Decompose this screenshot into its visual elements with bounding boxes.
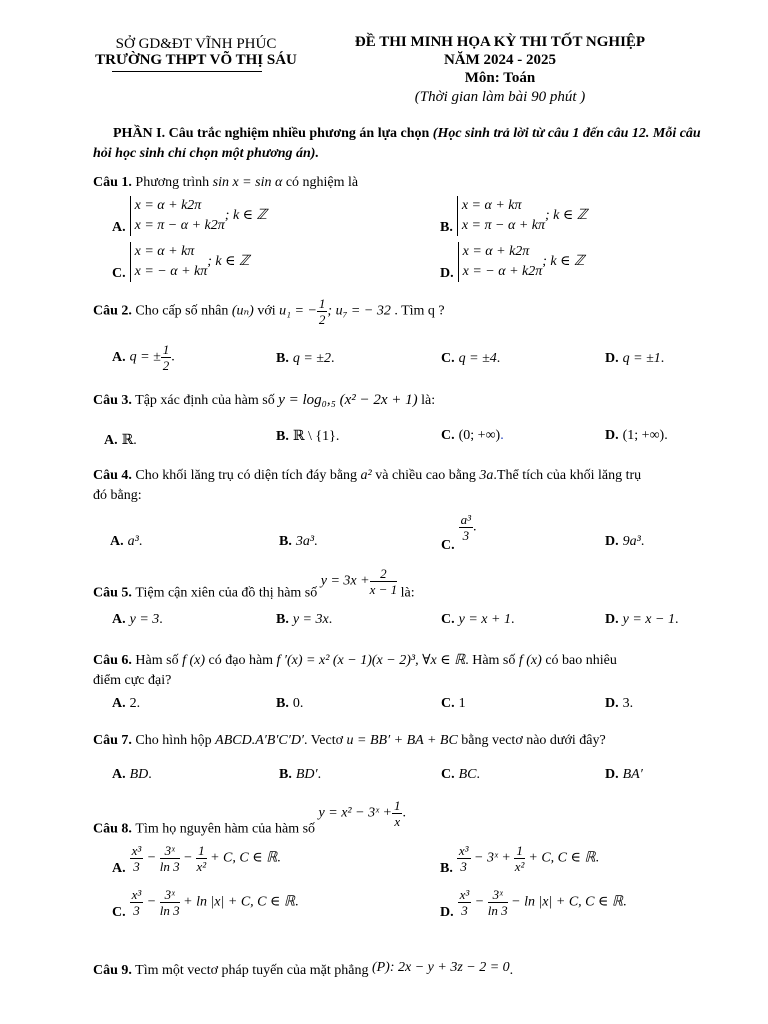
question-text: Cho cấp số nhân: [135, 303, 229, 319]
choice-value: y = 3: [129, 612, 160, 627]
choice-5c[interactable]: C. y = x + 1.: [441, 612, 515, 627]
choice-value: 3: [622, 696, 630, 711]
question-text-mid: . Hàm số: [465, 653, 516, 668]
system-line-1: x = α + k2π: [134, 198, 202, 213]
equation-system: [457, 196, 545, 236]
choice-value: ℝ: [121, 433, 134, 448]
department-name: SỞ GD&ĐT VĨNH PHÚC: [115, 36, 277, 52]
choice-6a[interactable]: A. 2.: [112, 696, 141, 711]
exam-time: (Thời gian làm bài 90 phút ): [414, 89, 586, 105]
question-text: Hàm số: [135, 653, 179, 668]
choice-value: q = ±: [129, 349, 161, 365]
choice-label: B.: [276, 351, 289, 366]
choice-value: 9a³: [622, 534, 641, 549]
question-math: (P): 2x − y + 3z − 2 = 0: [371, 960, 510, 975]
question-9: Câu 9. Tìm một vectơ pháp tuyến của mặt phẳng (P): 2x − y + 3z − 2 = 0.: [93, 960, 514, 978]
choice-value: y = 3x: [292, 612, 329, 627]
fraction-one-half: $\frac{1}{2}$: [318, 296, 326, 327]
choice-1c[interactable]: [112, 242, 249, 282]
choice-1a[interactable]: [112, 196, 267, 236]
question-fraction: $\frac{1}{x}$: [393, 798, 401, 829]
system-suffix: ; k ∈ ℤ: [545, 208, 588, 224]
question-math: u = BB′ + BA + BC: [346, 733, 458, 748]
question-text: Tìm họ nguyên hàm của hàm số: [135, 821, 316, 837]
system-line-1: x = α + kπ: [134, 244, 195, 259]
term-fraction: $\frac{1}{\text{x²}}$: [514, 843, 525, 874]
condition-prefix: u₁ = −: [279, 303, 317, 319]
term-fraction: $\frac{\text{3ˣ}}{\ln 3}$: [159, 843, 180, 874]
question-math: y = x² − 3ˣ +: [318, 805, 392, 821]
choice-4a[interactable]: A. a³.: [110, 534, 143, 549]
term-fraction: $\frac{\text{3ˣ}}{\ln 3}$: [487, 887, 508, 918]
operator: −: [474, 894, 485, 910]
part1-heading: [93, 124, 721, 164]
condition: ; u₇ = − 32: [327, 303, 391, 319]
choice-value: ℝ \ {1}: [292, 429, 336, 444]
question-8: Câu 8. Tìm họ nguyên hàm của hàm số y = x² − 3ˣ + $\frac{1}{x}$ .: [93, 798, 406, 837]
choice-label: B.: [440, 220, 453, 235]
system-suffix: ; k ∈ ℤ: [224, 208, 267, 224]
choice-label: B.: [279, 534, 292, 549]
choice-5a[interactable]: A. y = 3.: [112, 612, 163, 627]
question-6: [93, 652, 617, 669]
choice-label: C.: [441, 767, 455, 782]
question-math: ABCD.A′B′C′D′: [215, 733, 304, 748]
term-rest: + C, C ∈ ℝ: [210, 850, 278, 866]
choice-label: D.: [605, 534, 619, 549]
question-text-tail: . Tìm q ?: [394, 303, 445, 319]
question-text: Phương trình: [135, 175, 210, 190]
question-math: f ′(x) = x² (x − 1)(x − 2)³: [276, 653, 416, 668]
choice-7c[interactable]: C. BC.: [441, 767, 481, 782]
choice-label: D.: [605, 696, 619, 711]
choice-label: B.: [276, 429, 289, 444]
system-line-2: x = − α + k2π: [462, 264, 543, 279]
choice-label: C.: [441, 428, 455, 443]
equation-system: [458, 242, 543, 282]
choice-value: BA′: [622, 767, 643, 782]
question-number: Câu 3.: [93, 393, 132, 408]
equation-system: [130, 196, 225, 236]
question-math: , ∀x ∈ ℝ: [415, 653, 466, 668]
term-rest: + ln |x| + C, C ∈ ℝ: [183, 894, 295, 910]
choice-label: C.: [112, 904, 126, 920]
question-text-tail: điểm cực đại?: [93, 673, 172, 688]
choice-8a[interactable]: A. $\frac{\text{x³}}{3}$ − $\frac{\text{3ˣ}}{\ln 3}$ − $\frac{1}{\text{x²}}$ + C, C ∈ ℝ.: [112, 843, 281, 876]
question-text: Cho khối lăng trụ có diện tích đáy bằng: [135, 468, 358, 483]
question-1: [93, 175, 358, 191]
choice-value: (0; +∞): [458, 428, 501, 443]
sequence-symbol: (uₙ): [231, 303, 254, 319]
choice-label: B.: [276, 696, 289, 711]
equation-system: [130, 242, 208, 282]
choice-label: D.: [440, 904, 454, 920]
choice-value: q = ±1: [622, 351, 661, 366]
choice-2d[interactable]: D. q = ±1.: [605, 351, 665, 366]
choice-label: A.: [112, 220, 126, 235]
exam-title: ĐỀ THI MINH HỌA KỲ THI TỐT NGHIỆP: [354, 34, 646, 50]
choice-label: D.: [605, 612, 619, 627]
question-text-mid: có đạo hàm: [208, 653, 274, 668]
question-number: Câu 6.: [93, 653, 132, 668]
part1-note: (Học sinh trả lời từ câu 1 đến câu 12. Mỗi câu hỏi học sinh chỉ chọn một phương án).: [93, 126, 701, 161]
question-number: Câu 2.: [93, 303, 132, 319]
question-number: Câu 5.: [93, 585, 132, 601]
choice-value: 3a³: [295, 534, 315, 549]
question-text-tail: bằng vectơ nào dưới đây?: [461, 733, 606, 748]
question-text-mid: . Vectơ: [304, 733, 344, 748]
term-fraction: $\frac{\text{x³}}{3}$: [458, 843, 469, 874]
operator: −: [146, 850, 157, 866]
exam-subject: Môn: Toán: [464, 70, 536, 86]
choice-2c[interactable]: C. q = ±4.: [441, 351, 501, 366]
question-text: Cho hình hộp: [135, 733, 212, 748]
choice-value: y = x − 1: [622, 612, 675, 627]
choice-7a[interactable]: A. BD.: [112, 767, 152, 782]
choice-7d[interactable]: [605, 767, 643, 783]
question-math: f (x): [182, 653, 206, 668]
term-fraction: $\frac{\text{3ˣ}}{\ln 3}$: [159, 887, 180, 918]
choice-value: BD′: [295, 767, 318, 782]
choice-label: A.: [112, 612, 126, 627]
term-rest: − ln |x| + C, C ∈ ℝ: [511, 894, 623, 910]
choice-2b[interactable]: B. q = ±2.: [276, 351, 335, 366]
question-6-line2: [93, 673, 171, 689]
choice-value: 0: [292, 696, 300, 711]
choice-value: y = x + 1: [458, 612, 511, 627]
question-text: Tiệm cận xiên của đồ thị hàm số: [135, 585, 318, 601]
question-math: f (x): [518, 653, 542, 668]
question-text-tail: là:: [421, 393, 436, 408]
system-suffix: ; k ∈ ℤ: [207, 254, 250, 270]
question-3: [93, 392, 435, 409]
choice-label: C.: [441, 696, 455, 711]
question-number: Câu 9.: [93, 963, 132, 978]
question-number: Câu 8.: [93, 821, 132, 837]
term-fraction: $\frac{\text{x³}}{3}$: [131, 843, 142, 874]
choice-label: C.: [441, 351, 455, 366]
question-4: [93, 468, 641, 484]
choice-6d[interactable]: D. 3.: [605, 696, 634, 711]
question-number: Câu 4.: [93, 468, 132, 483]
choice-label: C.: [441, 612, 455, 627]
question-text-tail: .Thể tích của khối lăng trụ: [493, 468, 642, 483]
choice-5d[interactable]: D. y = x − 1.: [605, 612, 679, 627]
choice-label: A.: [112, 860, 126, 876]
choice-2a[interactable]: A. q = ± $\frac{1}{2}$ .: [112, 342, 175, 373]
choice-3a[interactable]: A. ℝ.: [104, 433, 137, 448]
question-5: [93, 566, 415, 602]
operator: −: [183, 850, 193, 866]
choice-value: BC: [458, 767, 477, 782]
choice-1d[interactable]: [440, 242, 584, 282]
choice-value: q = ±4: [458, 351, 497, 366]
question-text-tail: đó bằng:: [93, 488, 142, 503]
choice-label: C.: [441, 537, 455, 553]
question-4-line2: [93, 488, 142, 504]
system-line-1: x = α + kπ: [461, 198, 522, 213]
choice-8c[interactable]: C. $\frac{\text{x³}}{3}$ − $\frac{\text{3ˣ}}{\ln 3}$ + ln |x| + C, C ∈ ℝ.: [112, 887, 299, 920]
question-math: y = log₀,₅ (x² − 2x + 1): [278, 392, 418, 408]
question-math: a²: [360, 468, 372, 483]
choice-value: (1; +∞): [622, 428, 665, 443]
choice-3b[interactable]: B. ℝ \ {1}.: [276, 429, 340, 444]
choice-label: D.: [605, 351, 619, 366]
choice-8d[interactable]: D. $\frac{\text{x³}}{3}$ − $\frac{\text{3ˣ}}{\ln 3}$ − ln |x| + C, C ∈ ℝ.: [440, 887, 627, 920]
choice-value: 1: [458, 696, 466, 711]
choice-4b[interactable]: B. 3a³.: [279, 534, 318, 549]
school-underline: [112, 71, 262, 72]
choice-fraction: $\frac{1}{2}$: [162, 342, 170, 373]
question-fraction: $\frac{2}{x - 1}$: [369, 566, 398, 597]
term-fraction: $\frac{\text{x³}}{3}$: [131, 887, 142, 918]
choice-fraction: $\frac{\text{a³}}{3}$: [460, 512, 472, 543]
system-suffix: ; k ∈ ℤ: [542, 254, 585, 270]
system-line-1: x = α + k2π: [462, 244, 530, 259]
question-math: y = 3x +: [320, 573, 370, 589]
question-text-tail: có bao nhiêu: [545, 653, 617, 668]
choice-label: B.: [440, 860, 453, 876]
school-name: TRƯỜNG THPT VÕ THỊ SÁU: [95, 52, 297, 68]
choice-4d[interactable]: D. 9a³.: [605, 534, 645, 549]
choice-5b[interactable]: B. y = 3x.: [276, 612, 333, 627]
term-fraction: $\frac{1}{\text{x²}}$: [196, 843, 207, 874]
choice-4c[interactable]: C. $\frac{\text{a³}}{3}$ .: [441, 512, 477, 553]
choice-label: C.: [112, 266, 126, 281]
choice-label: A.: [104, 433, 118, 448]
choice-label: B.: [276, 612, 289, 627]
question-2: [93, 296, 445, 327]
question-text-mid: và chiều cao bằng: [375, 468, 476, 483]
choice-value: 2: [129, 696, 137, 711]
choice-label: D.: [605, 767, 619, 782]
question-math: 3a: [479, 468, 494, 483]
term-rest: + C, C ∈ ℝ: [528, 850, 596, 866]
term-fraction: $\frac{\text{x³}}{3}$: [459, 887, 470, 918]
operator: − 3ˣ +: [474, 850, 511, 866]
question-number: Câu 1.: [93, 175, 132, 190]
choice-value: BD: [129, 767, 149, 782]
choice-label: D.: [440, 266, 454, 281]
choice-label: D.: [605, 428, 619, 443]
choice-value: q = ±2: [292, 351, 331, 366]
part1-title: PHẦN I. Câu trắc nghiệm nhiều phương án lựa chọn: [113, 126, 430, 141]
system-line-2: x = − α + kπ: [134, 264, 208, 279]
question-text: Tập xác định của hàm số: [135, 393, 275, 408]
choice-7b[interactable]: B. BD′.: [279, 767, 322, 782]
question-text-tail: là:: [400, 585, 415, 601]
exam-year: NĂM 2024 - 2025: [443, 52, 557, 68]
operator: −: [146, 894, 157, 910]
choice-value: a³: [127, 534, 139, 549]
question-number: Câu 7.: [93, 733, 132, 748]
question-text-tail: có nghiệm là: [285, 175, 359, 190]
choice-label: A.: [112, 696, 126, 711]
question-math: sin x = sin α: [212, 175, 283, 190]
choice-6c[interactable]: [441, 696, 466, 712]
choice-8b[interactable]: B. $\frac{\text{x³}}{3}$ − 3ˣ + $\frac{1}{\text{x²}}$ + C, C ∈ ℝ.: [440, 843, 599, 876]
choice-6b[interactable]: B. 0.: [276, 696, 304, 711]
choice-label: A.: [112, 349, 126, 365]
choice-3c[interactable]: C. (0; +∞).: [441, 428, 504, 443]
system-line-2: x = π − α + kπ: [461, 218, 545, 233]
question-7: [93, 733, 606, 749]
choice-3d[interactable]: D. (1; +∞).: [605, 428, 668, 443]
choice-1b[interactable]: [440, 196, 587, 236]
choice-label: A.: [112, 767, 126, 782]
question-text: Tìm một vectơ pháp tuyến của mặt phẳng: [135, 963, 369, 978]
question-text-with: với: [257, 303, 276, 319]
choice-label: A.: [110, 534, 124, 549]
choice-label: B.: [279, 767, 292, 782]
system-line-2: x = π − α + k2π: [134, 218, 225, 233]
